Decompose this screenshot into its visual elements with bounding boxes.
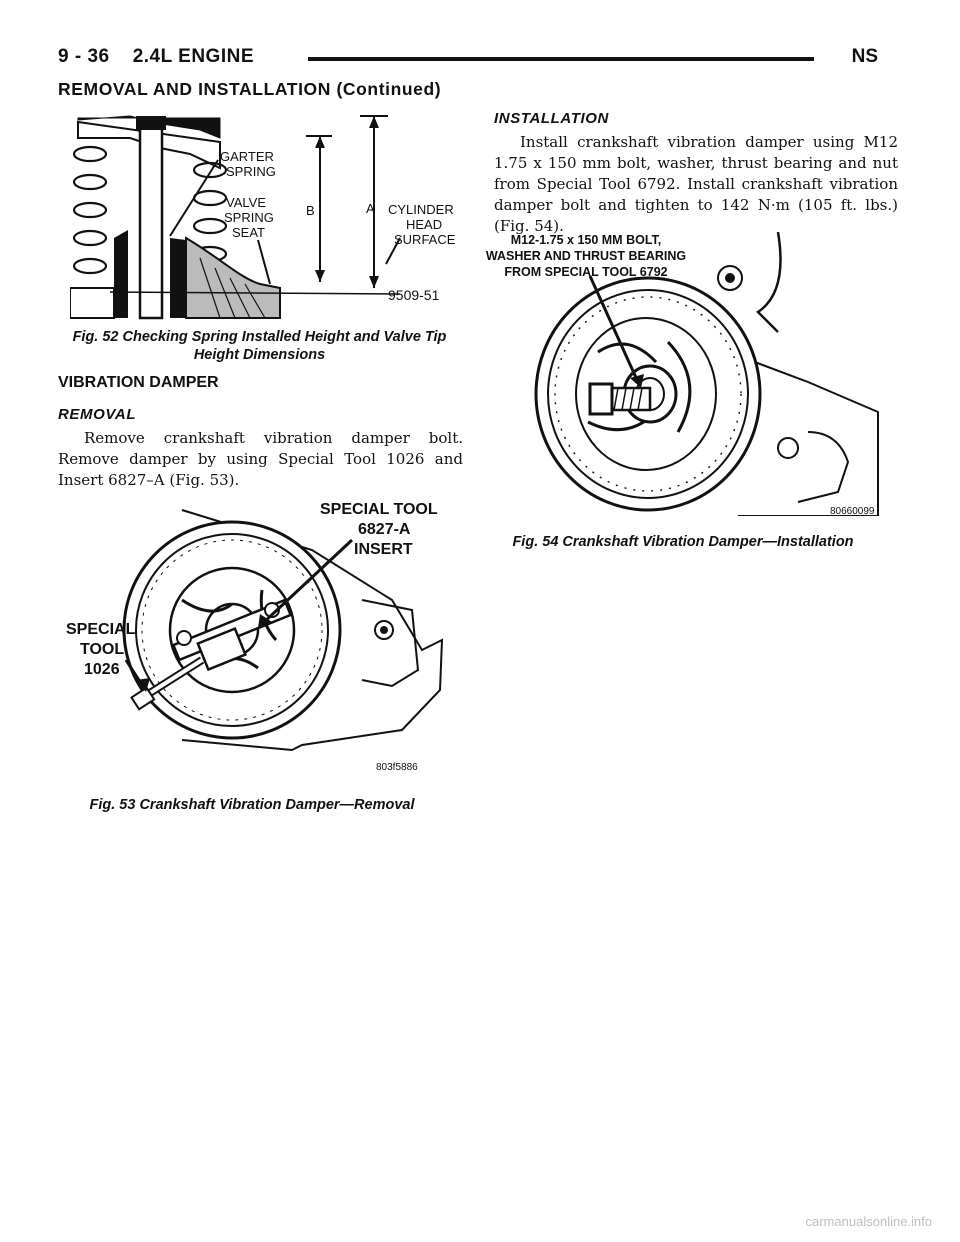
label-dim-b: B [306,203,315,218]
label-cyl-1: CYLINDER [388,202,454,217]
header-rule [308,57,814,61]
caption-fig-54: Fig. 54 Crankshaft Vibration Damper—Installation [512,534,854,550]
label-insert-2: 6827-A [358,521,411,538]
label-garter-2: SPRING [226,164,276,179]
removal-paragraph: Remove crankshaft vibration damper bolt. Remove damper by using Special Tool 1026 and Insert 6827–A (Fig. 53). [58,429,463,489]
label-cyl-2: HEAD [406,217,443,232]
label-cyl-3: SURFACE [394,232,456,247]
figure-code-53: 803f5886 [376,762,418,772]
section-title: REMOVAL AND INSTALLATION (Continued) [58,79,442,99]
heading-vibration-damper: VIBRATION DAMPER [58,374,219,391]
heading-removal: REMOVAL [58,406,137,423]
page-header [58,46,878,74]
installation-paragraph: Install crankshaft vibration damper using M12 1.75 x 150 mm bolt, washer, thrust bearing and nut from Special Tool 6792. Install crankshaft vibration damper bolt and tighten to 142 N·m (105 ft. lbs.) (Fig. 54). [494,133,898,235]
label-valve-3: SEAT [232,225,265,240]
header-page-label: 9 - 36 2.4L ENGINE [58,46,255,67]
header-model-code: NS [851,46,878,67]
label-insert-3: INSERT [354,541,413,558]
heading-installation: INSTALLATION [494,110,609,127]
figure-53 [62,490,462,772]
figure-52 [70,108,460,320]
figure-code-52: 9509-51 [388,287,440,303]
label-bolt-1: M12-1.75 x 150 MM BOLT, [510,233,662,247]
figure-54 [478,232,898,516]
label-valve-1: VALVE [226,195,266,210]
caption-fig-53: Fig. 53 Crankshaft Vibration Damper—Removal [89,797,415,813]
label-tool-3: 1026 [84,661,120,678]
figure-code-54: 80660099 [830,506,875,516]
caption-fig-52: Fig. 52 Checking Spring Installed Height and Valve Tip Height Dimensions [72,329,447,363]
label-tool-2: TOOL [80,641,125,658]
label-tool-1: SPECIAL [66,621,136,638]
label-valve-2: SPRING [224,210,274,225]
label-bolt-2: WASHER AND THRUST BEARING [485,249,687,263]
label-bolt-3: FROM SPECIAL TOOL 6792 [504,265,668,279]
footer-watermark: carmanualsonline.info [805,1214,932,1229]
label-garter-1: GARTER [220,149,274,164]
label-dim-a: A [366,201,375,216]
label-insert-1: SPECIAL TOOL [320,501,438,518]
